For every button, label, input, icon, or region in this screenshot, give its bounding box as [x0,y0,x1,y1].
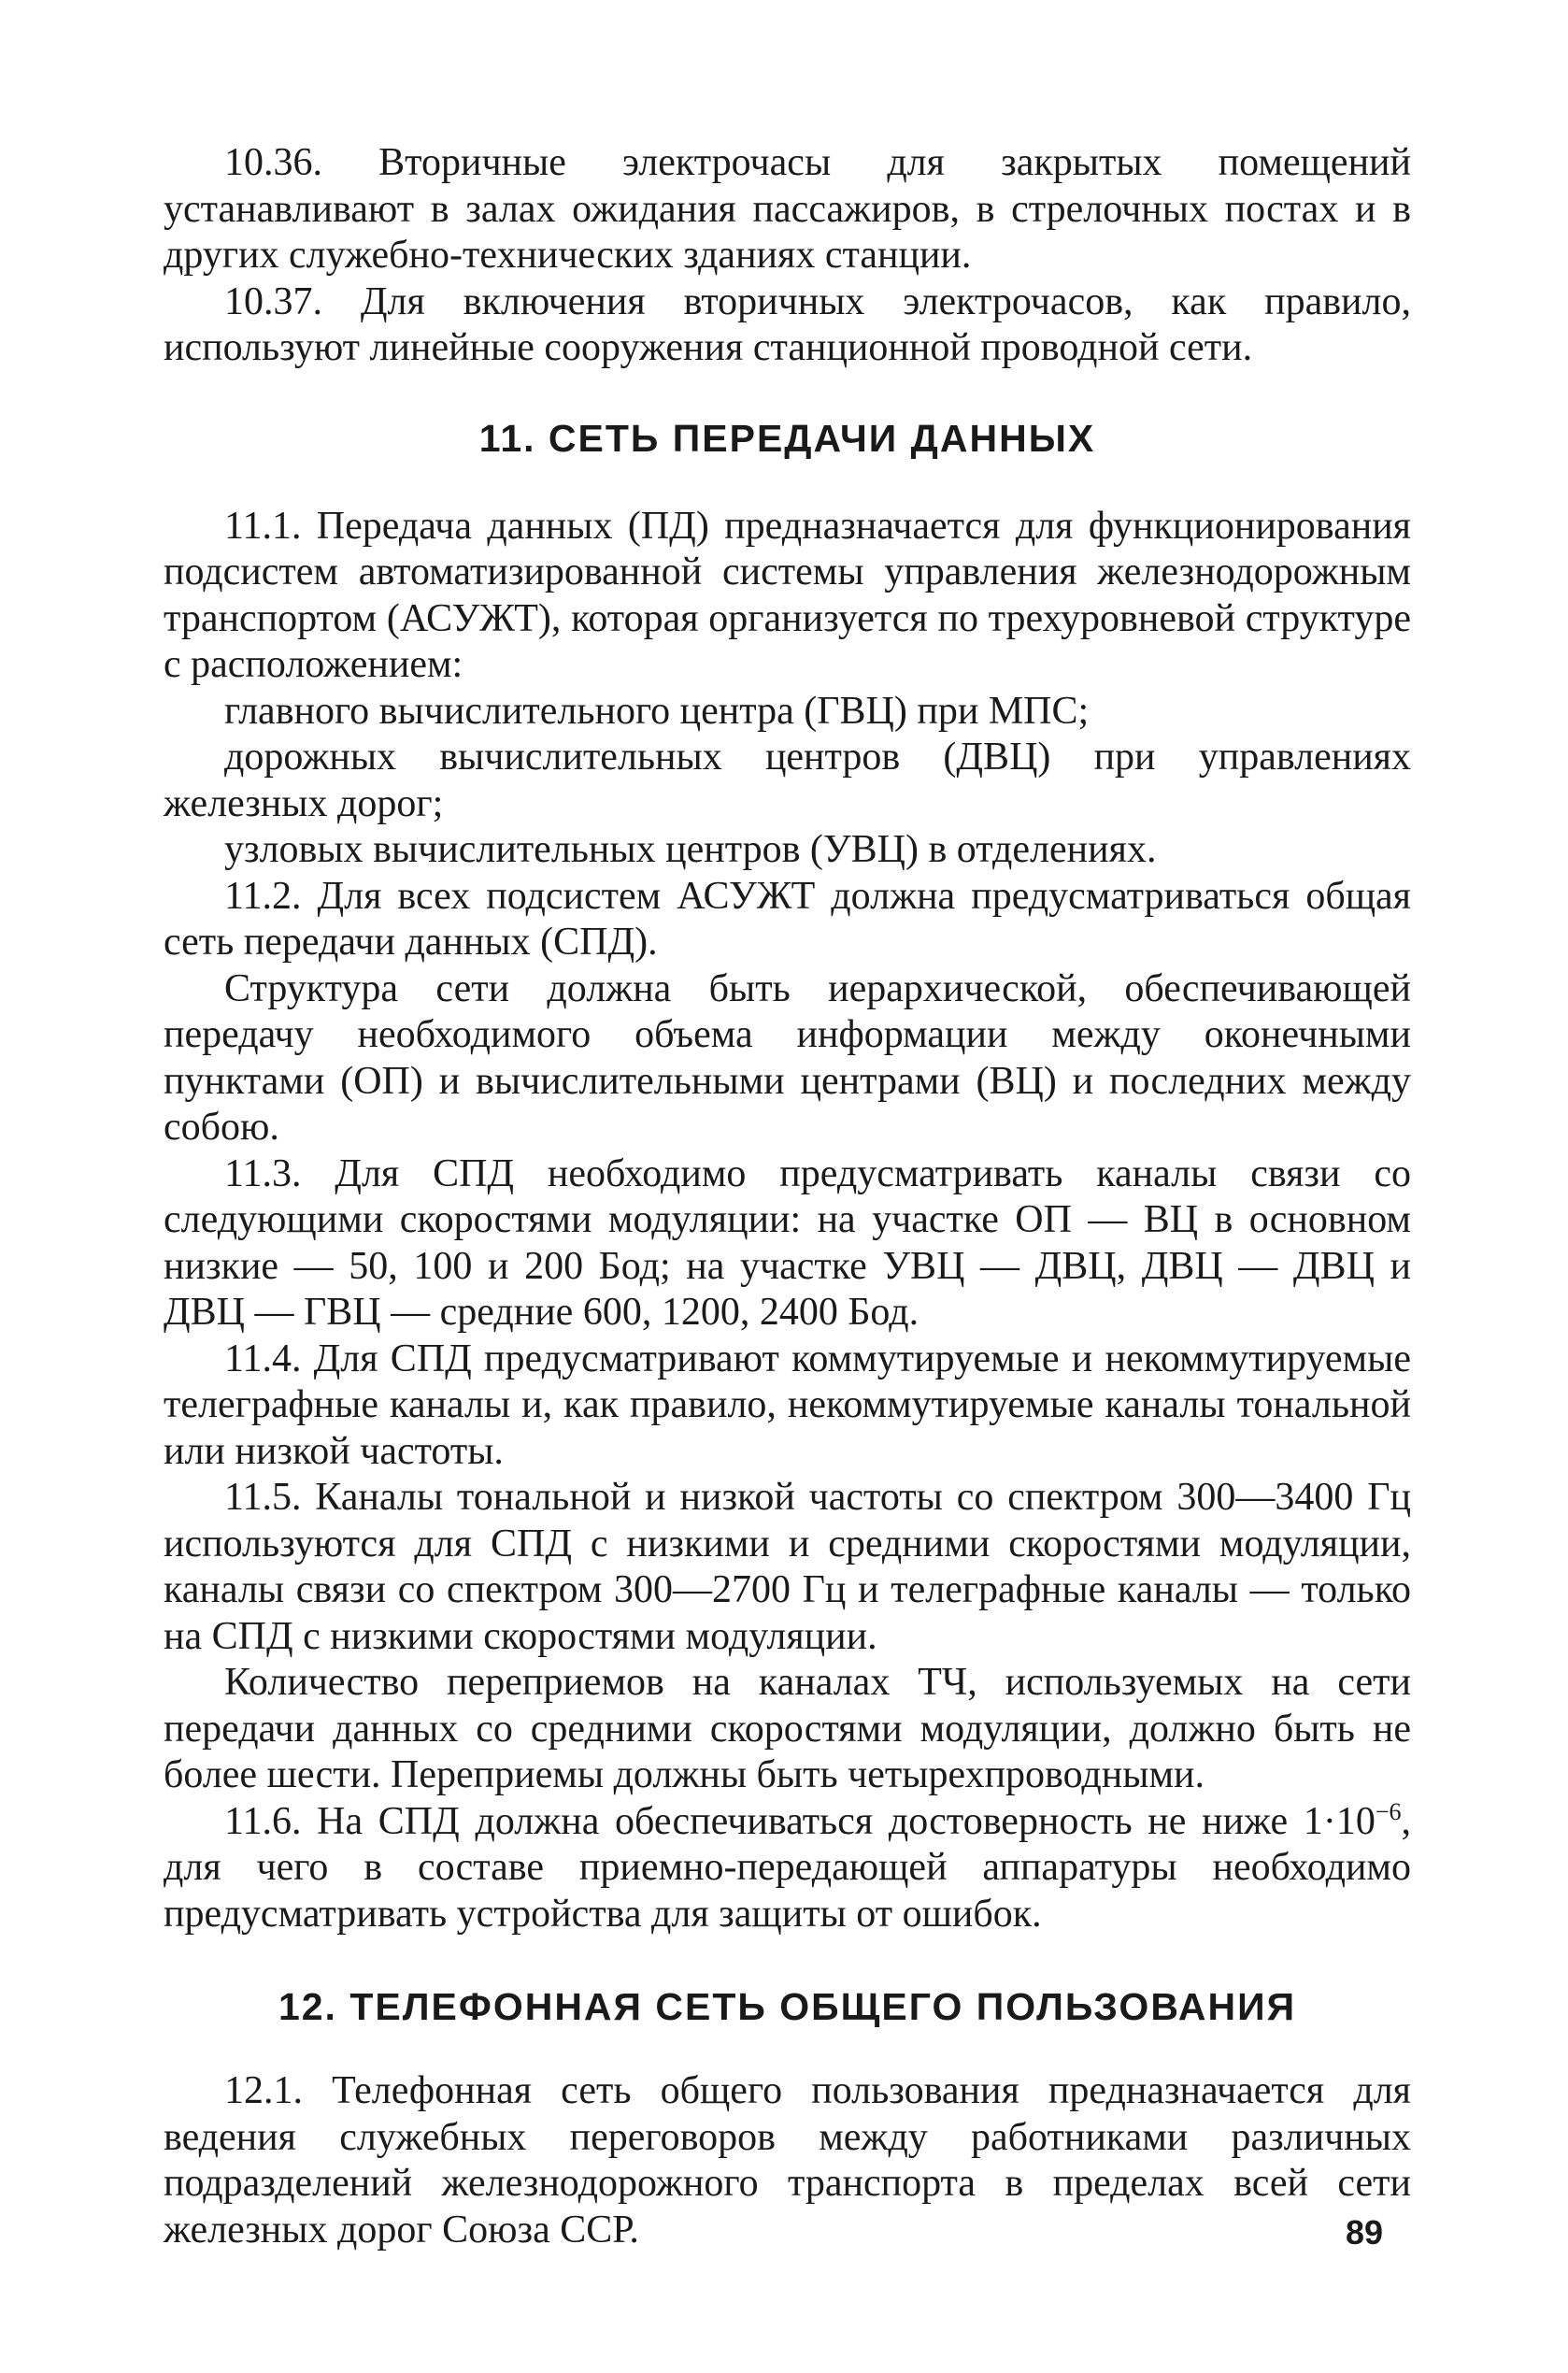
paragraph-11-5: 11.5. Каналы тональной и низкой частоты со спектром 300—3400 Гц используются для СПД с низкими и средними скоростями модуляции, каналы связи со спектром 300—2700 Гц и телеграфные каналы — только на СПД с низкими скоростями модуляции. [164,1476,1411,1658]
paragraph-retransmissions: Количество переприемов на каналах ТЧ, используемых на сети передачи данных со средними скоростями модуляции, должно быть не более шести. Переприемы должны быть четырехпроводными. [164,1661,1411,1796]
list-item-dvc: дорожных вычислительных центров (ДВЦ) при управлениях железных дорог; [164,736,1411,825]
paragraph-11-6-start: 11.6. На СПД должна обеспечиваться достоверность не ниже 1·10 [224,1799,1376,1843]
paragraph-11-2: 11.2. Для всех подсистем АСУЖТ должна предусматриваться общая сеть передачи данных (СПД). [164,874,1411,964]
list-item-uvc: узловых вычислительных центров (УВЦ) в отделениях. [224,828,1157,871]
page-number: 89 [1346,2213,1384,2251]
document-page [164,140,1411,2253]
section-12-heading: 12. ТЕЛЕФОННАЯ СЕТЬ ОБЩЕГО ПОЛЬЗОВАНИЯ [278,1985,1297,2028]
section-11-heading: 11. СЕТЬ ПЕРЕДАЧИ ДАННЫХ [478,416,1096,460]
paragraph-10-36: 10.36. Вторичные электрочасы для закрытых помещений устанавливают в залах ожидания пассажиров, в стрелочных постах и в других служебно-технических зданиях станции. [164,141,1411,277]
paragraph-12-1: 12.1. Телефонная сеть общего пользования предназначается для ведения служебных переговоров между работниками различных подразделений железнодорожного транспорта в пределах всей сети железных дорог Союза ССР. [164,2069,1411,2251]
paragraph-11-4: 11.4. Для СПД предусматривают коммутируемые и некоммутируемые телеграфные каналы и, как правило, некоммутируемые каналы тональной или низкой частоты. [164,1337,1411,1473]
paragraph-10-37: 10.37. Для включения вторичных электрочасов, как правило, используют линейные сооружения станционной проводной сети. [164,279,1411,369]
paragraph-11-1: 11.1. Передача данных (ПД) предназначается для функционирования подсистем автоматизированной системы управления железнодорожным транспортом (АСУЖТ), которая организуется по трехуровневой структуре с расположением: [164,504,1411,686]
paragraph-11-6-end: , для чего в составе приемно-передающей аппаратуры необходимо предусматривать устройства для защиты от ошибок. [164,1799,1411,1936]
exponent: −6 [1375,1797,1402,1825]
paragraph-network-structure: Структура сети должна быть иерархической, обеспечивающей передачу необходимого объема информации между оконечными пунктами (ОП) и вычислительными центрами (ВЦ) и последних между собою. [164,966,1411,1149]
paragraph-11-3: 11.3. Для СПД необходимо предусматривать каналы связи со следующими скоростями модуляции: на участке ОП — ВЦ в основном низкие — 50, 100 и 200 Бод; на участке УВЦ — ДВЦ, ДВЦ — ДВЦ и ДВЦ — ГВЦ — средние 600, 1200, 2400 Бод. [164,1151,1411,1334]
list-item-gvc: главного вычислительного центра (ГВЦ) при МПС; [224,689,1090,733]
paragraph-11-6 [164,1799,1411,1938]
